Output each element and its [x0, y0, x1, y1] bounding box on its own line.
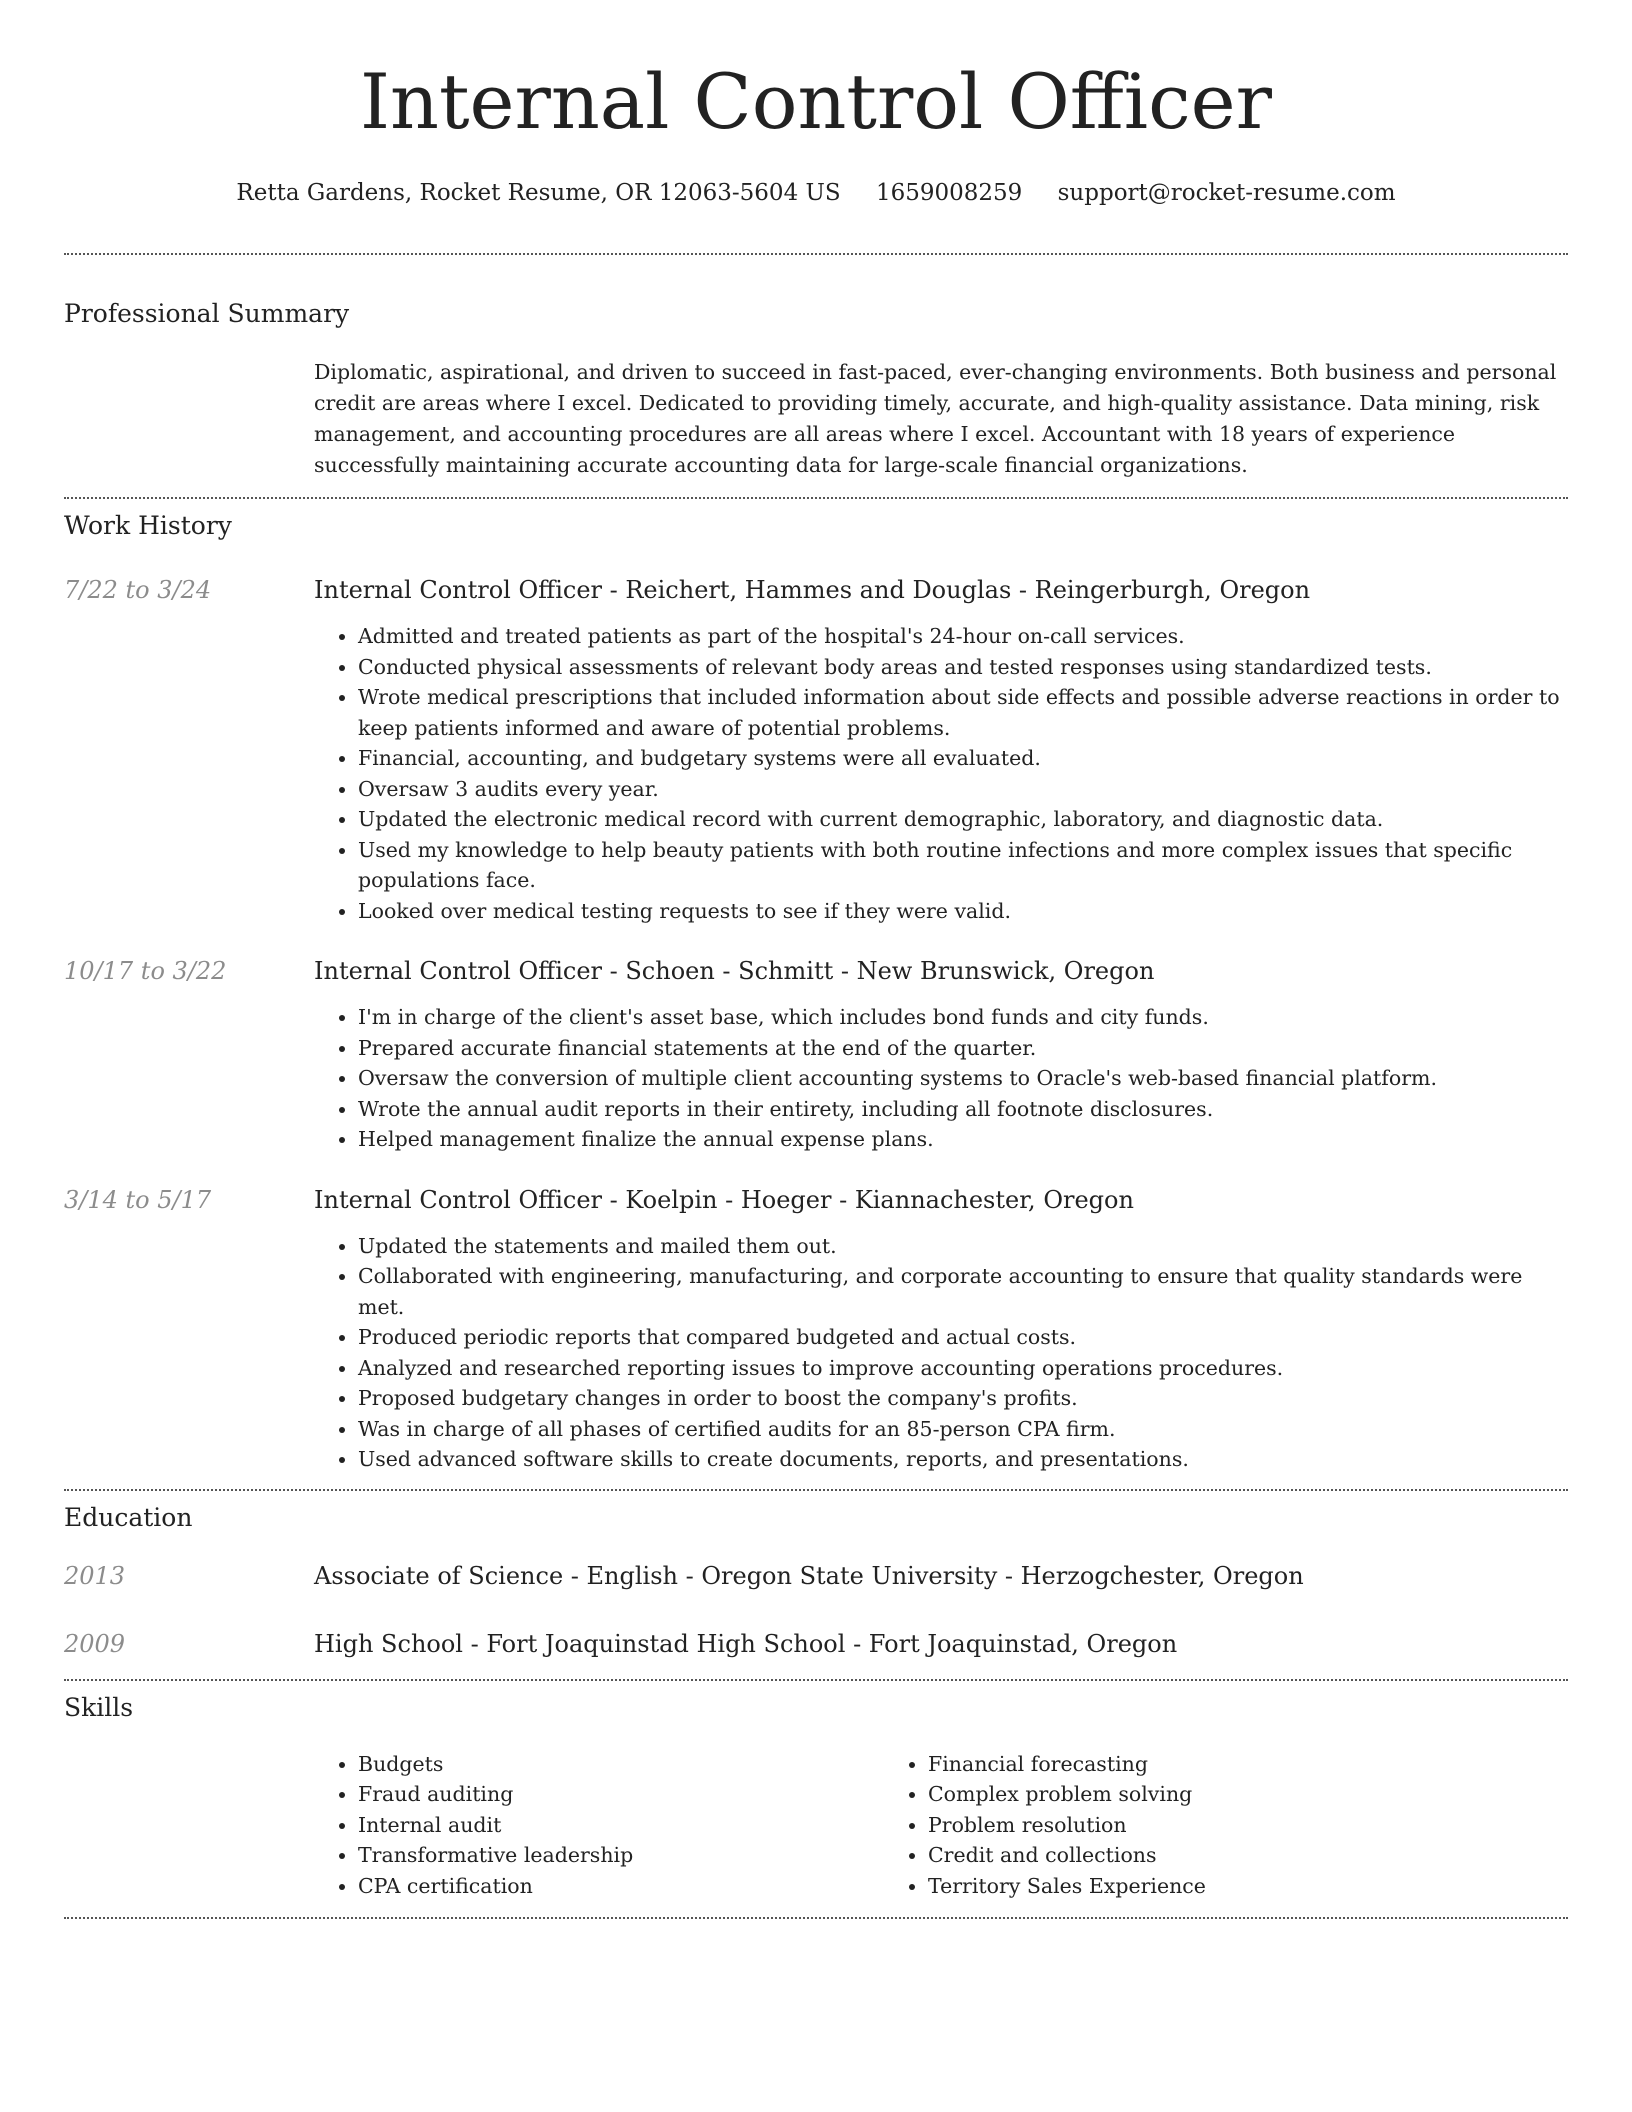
- education-title: High School - Fort Joaquinstad High School - Fort Joaquinstad, Oregon: [314, 1629, 1178, 1658]
- job-bullets: [314, 1231, 1568, 1475]
- education-entry: [64, 1627, 1568, 1661]
- job-bullet: • Oversaw the conversion of multiple client accounting systems to Oracle's web-based financial platform.: [358, 1063, 1568, 1094]
- skills-columns: [314, 1749, 1568, 1902]
- education-details: [314, 1627, 1568, 1661]
- job-bullet: • Oversaw 3 audits every year.: [358, 774, 1568, 805]
- job-bullet: • Was in charge of all phases of certified audits for an 85-person CPA firm.: [358, 1414, 1568, 1445]
- job-bullet: • Proposed budgetary changes in order to boost the company's profits.: [358, 1383, 1568, 1414]
- job-bullet: • Helped management finalize the annual expense plans.: [358, 1124, 1568, 1155]
- job-bullet: • Analyzed and researched reporting issues to improve accounting operations procedures.: [358, 1353, 1568, 1384]
- skills-section: [64, 1681, 1568, 1918]
- job-entry: [64, 573, 1568, 926]
- job-details: [314, 954, 1568, 1155]
- job-bullet: • Financial, accounting, and budgetary systems were all evaluated.: [358, 743, 1568, 774]
- job-entry: [64, 1183, 1568, 1475]
- job-details: [314, 573, 1568, 926]
- job-bullet: • Wrote the annual audit reports in their entirety, including all footnote disclosures.: [358, 1094, 1568, 1125]
- summary-heading: Professional Summary: [64, 299, 350, 328]
- job-entry: [64, 954, 1568, 1155]
- section-divider: [64, 1917, 1568, 1919]
- summary-section: [64, 255, 1568, 497]
- job-bullet: • Admitted and treated patients as part of the hospital's 24-hour on-call services.: [358, 621, 1568, 652]
- skill-item: • Territory Sales Experience: [928, 1871, 1454, 1902]
- skill-item: • Complex problem solving: [928, 1779, 1454, 1810]
- resume-name: Internal Control Officer: [360, 57, 1272, 146]
- skill-item: • Financial forecasting: [928, 1749, 1454, 1780]
- education-entry: [64, 1559, 1568, 1593]
- job-bullet: • Used advanced software skills to create documents, reports, and presentations.: [358, 1444, 1568, 1475]
- skill-item: • Credit and collections: [928, 1840, 1454, 1871]
- job-dates: 7/22 to 3/24: [64, 576, 212, 604]
- job-title: Internal Control Officer - Schoen - Schmitt - New Brunswick, Oregon: [314, 957, 1155, 985]
- education-details: [314, 1559, 1568, 1593]
- job-bullets: [314, 621, 1568, 926]
- job-bullet: • Updated the electronic medical record with current demographic, laboratory, and diagnostic data.: [358, 804, 1568, 835]
- job-title: Internal Control Officer - Reichert, Hammes and Douglas - Reingerburgh, Oregon: [314, 576, 1311, 604]
- skill-item: • Transformative leadership: [358, 1840, 884, 1871]
- skill-item: • Fraud auditing: [358, 1779, 884, 1810]
- work-history-section: [64, 499, 1568, 1489]
- summary-text: Diplomatic, aspirational, and driven to succeed in fast-paced, ever-changing environments. Both business and personal credit are areas where I excel. Dedicated to providing timely, accurate, and high-quality assistance. Data mining, risk management, and accounting procedures are all areas where I excel. Accountant with 18 years of experience successfully maintaining accurate accounting data for large-scale financial organizations.: [314, 360, 1557, 477]
- education-section: [64, 1491, 1568, 1679]
- job-bullet: • Collaborated with engineering, manufacturing, and corporate accounting to ensure that quality standards were met.: [358, 1261, 1568, 1322]
- job-bullet: • Looked over medical testing requests to see if they were valid.: [358, 896, 1568, 927]
- resume-header: [64, 0, 1568, 210]
- contact-address: Retta Gardens, Rocket Resume, OR 12063-5604 US: [236, 180, 841, 206]
- skill-item: • CPA certification: [358, 1871, 884, 1902]
- job-bullet: • I'm in charge of the client's asset base, which includes bond funds and city funds.: [358, 1002, 1568, 1033]
- job-bullet: • Conducted physical assessments of relevant body areas and tested responses using standardized tests.: [358, 652, 1568, 683]
- skills-heading: Skills: [64, 1692, 134, 1722]
- contact-line: [64, 176, 1568, 210]
- job-bullet: • Prepared accurate financial statements at the end of the quarter.: [358, 1033, 1568, 1064]
- education-heading: Education: [64, 1502, 193, 1532]
- skill-item: • Internal audit: [358, 1810, 884, 1841]
- job-bullets: [314, 1002, 1568, 1155]
- job-bullet: • Wrote medical prescriptions that included information about side effects and possible adverse reactions in order to keep patients informed and aware of potential problems.: [358, 682, 1568, 743]
- work-history-heading: Work History: [64, 511, 232, 540]
- contact-phone: 1659008259: [875, 180, 1023, 206]
- skill-item: • Budgets: [358, 1749, 884, 1780]
- job-dates: 3/14 to 5/17: [64, 1185, 212, 1214]
- job-dates: 10/17 to 3/22: [64, 957, 227, 985]
- education-year: 2013: [64, 1561, 126, 1590]
- education-year: 2009: [64, 1629, 126, 1658]
- skills-list-left: [314, 1749, 884, 1902]
- job-bullet: • Produced periodic reports that compared budgeted and actual costs.: [358, 1322, 1568, 1353]
- job-bullet: • Updated the statements and mailed them out.: [358, 1231, 1568, 1262]
- contact-email: support@rocket-resume.com: [1057, 180, 1396, 206]
- skill-item: • Problem resolution: [928, 1810, 1454, 1841]
- job-title: Internal Control Officer - Koelpin - Hoeger - Kiannachester, Oregon: [314, 1185, 1134, 1214]
- skills-list-right: [884, 1749, 1454, 1902]
- job-bullet: • Used my knowledge to help beauty patients with both routine infections and more complex issues that specific populations face.: [358, 835, 1568, 896]
- job-details: [314, 1183, 1568, 1475]
- education-title: Associate of Science - English - Oregon State University - Herzogchester, Oregon: [314, 1561, 1304, 1590]
